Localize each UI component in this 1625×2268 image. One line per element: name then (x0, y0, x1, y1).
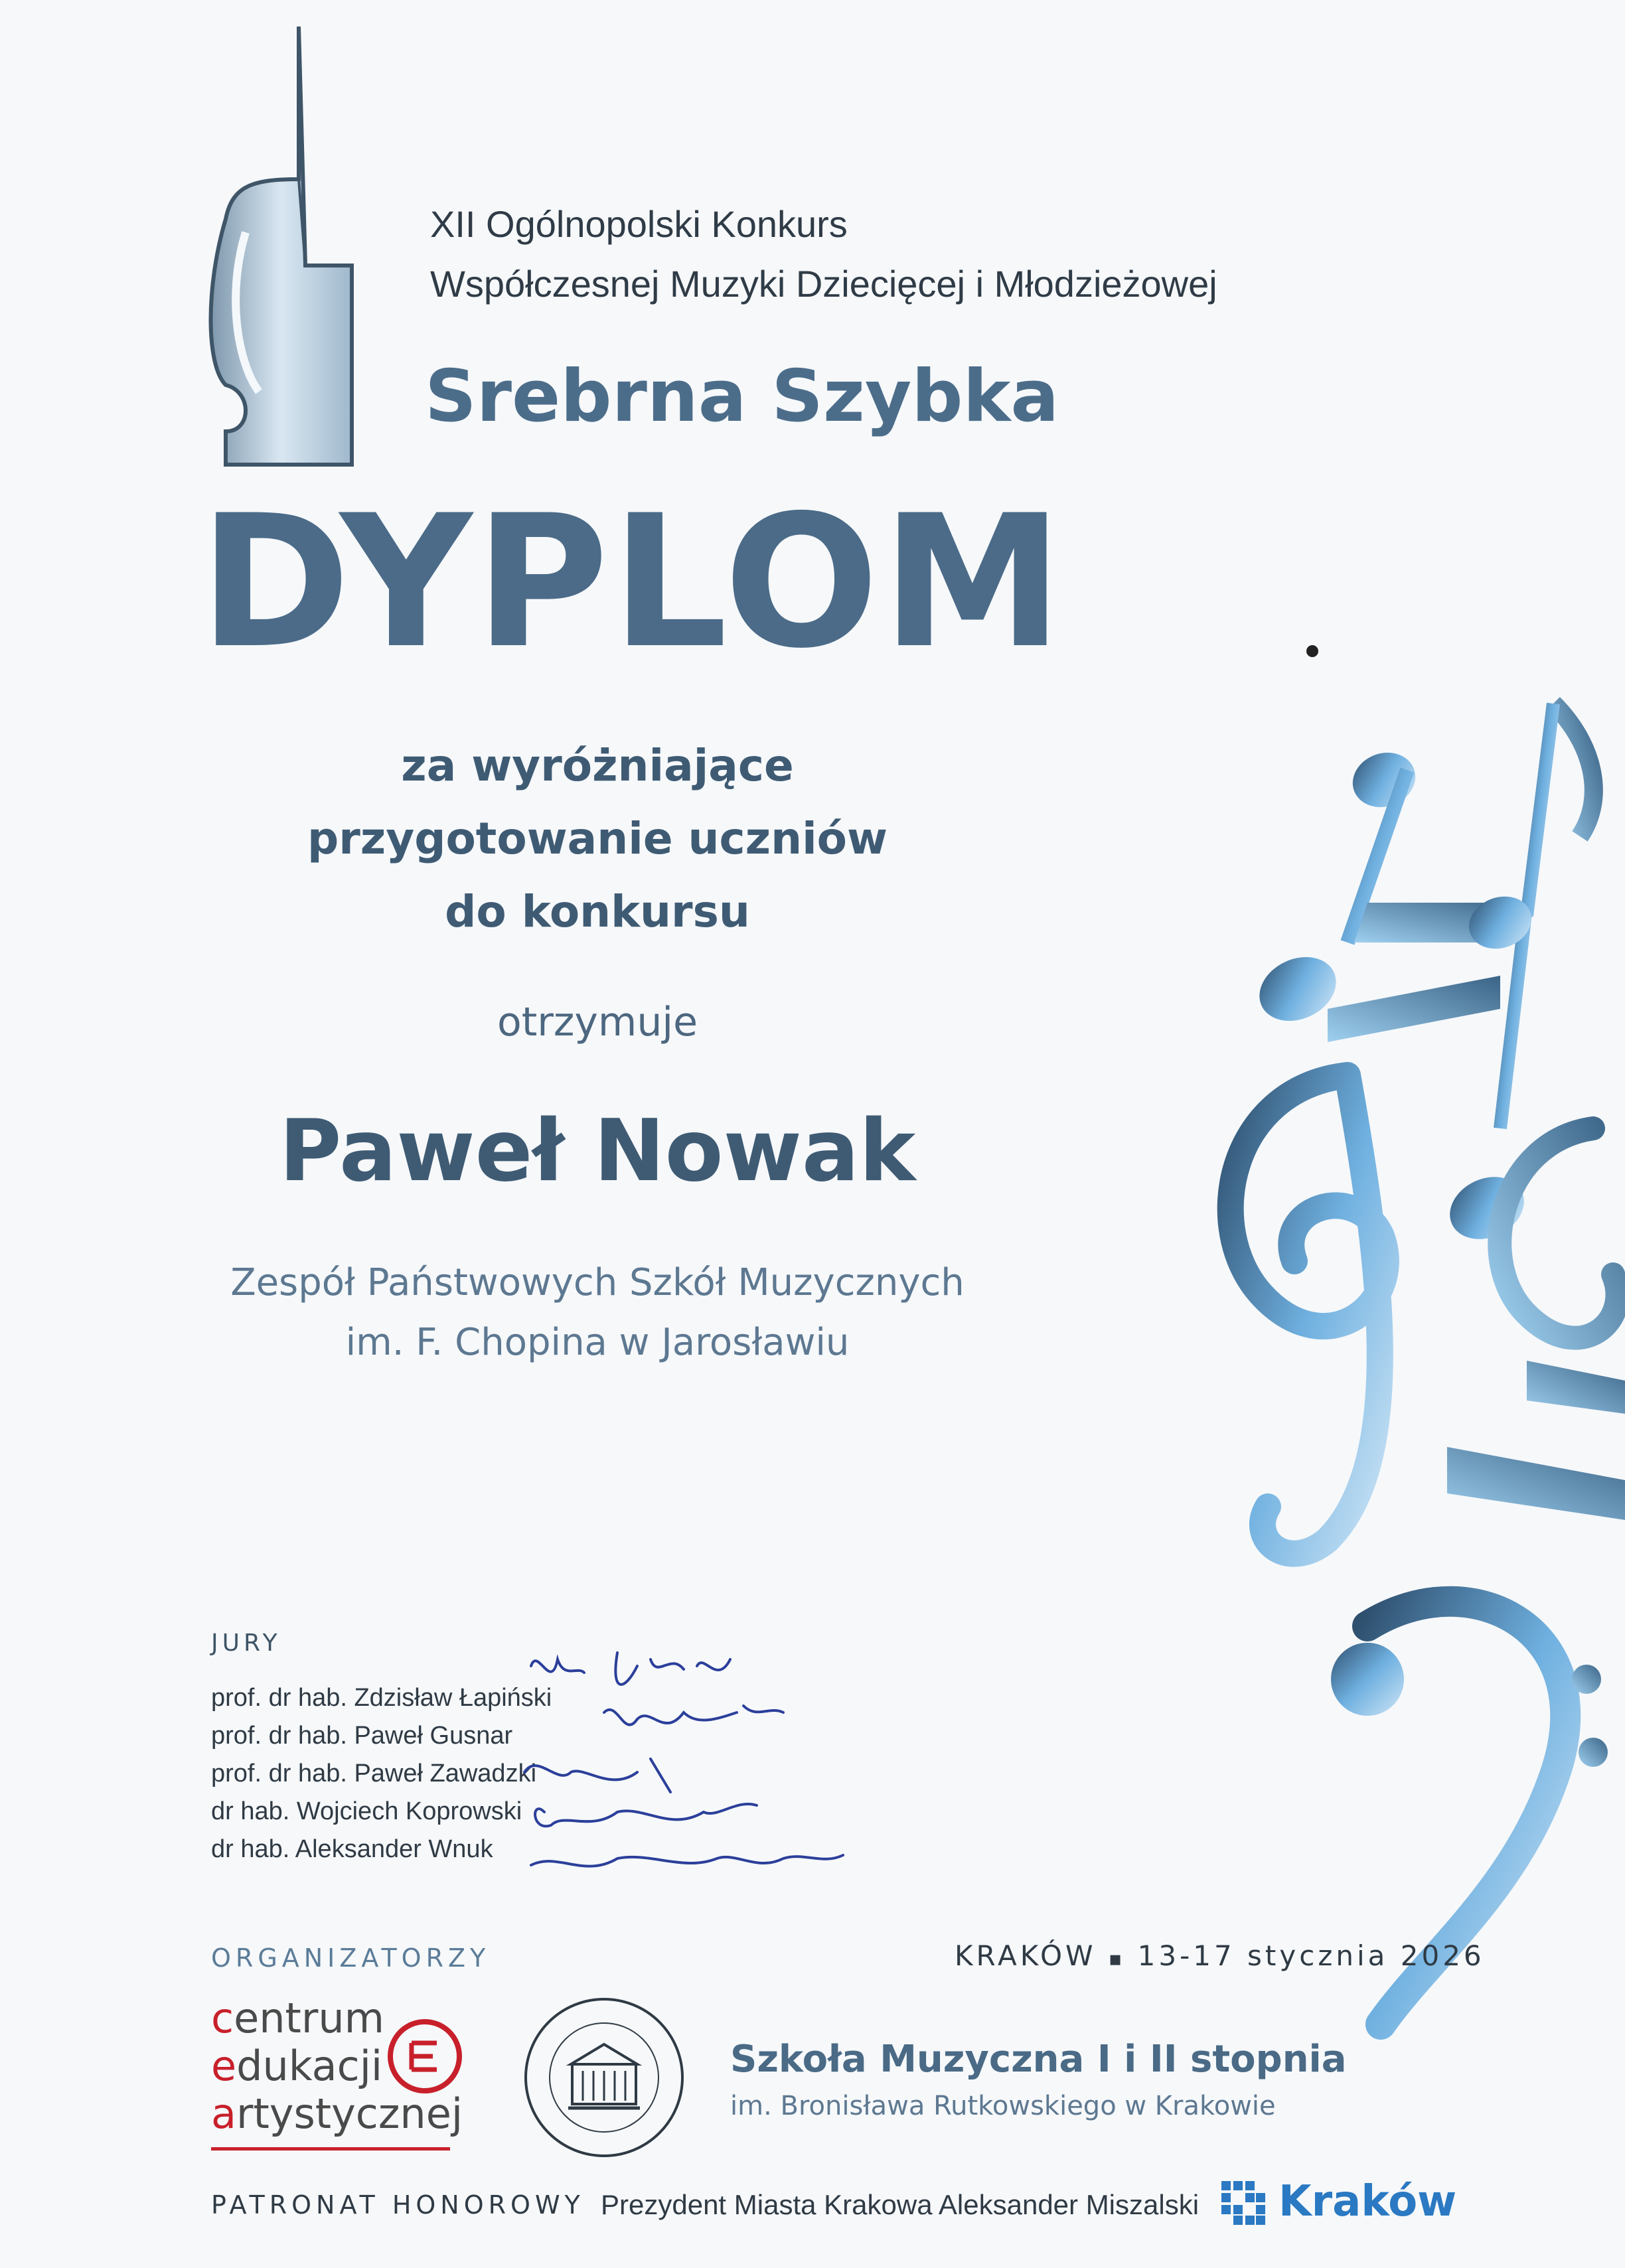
patron-name: Prezydent Miasta Krakowa Aleksander Miszalski (601, 2189, 1199, 2220)
organizer-school-subtitle: im. Bronisława Rutkowskiego w Krakowie (730, 2091, 1276, 2121)
krakow-grid-icon (1221, 2181, 1265, 2225)
cea-logo (211, 1994, 477, 2144)
patronage-heading: PATRONAT HONOROWY (211, 2190, 585, 2220)
cea-mark-icon (385, 2016, 465, 2096)
reason-line-2: przygotowanie uczniów (307, 813, 888, 864)
organizers-heading: ORGANIZATORZY (211, 1943, 491, 1973)
jury-member: prof. dr hab. Paweł Gusnar (211, 1722, 513, 1750)
jury-member: prof. dr hab. Paweł Zawadzki (211, 1760, 537, 1787)
jury-list (211, 1679, 552, 1868)
organizer-school-name: Szkoła Muzyczna I i II stopnia (730, 2038, 1347, 2081)
contest-name: Srebrna Szybka (425, 355, 1059, 438)
recipient-school-line-2: im. F. Chopina w Jarosławiu (345, 1321, 850, 1364)
event-city: KRAKÓW (955, 1939, 1097, 1972)
reason-line-1: za wyróżniające (401, 740, 794, 791)
jury-member: dr hab. Aleksander Wnuk (211, 1835, 493, 1863)
date-separator: ▪ (1108, 1947, 1126, 1971)
contest-title-line1: XII Ogólnopolski Konkurs (430, 203, 848, 245)
recipient-name: Paweł Nowak (279, 1102, 916, 1201)
ink-dot (1306, 645, 1318, 657)
cea-underline (211, 2147, 450, 2151)
contest-title-line2: Współczesnej Muzyki Dziecięcej i Młodzieżowej (430, 263, 1217, 305)
event-place-date (955, 1939, 1485, 1972)
diploma-title: DYPLOM (199, 476, 1066, 688)
krakow-logo-text: Kraków (1278, 2177, 1457, 2226)
jury-member: dr hab. Wojciech Koprowski (211, 1797, 522, 1825)
cea-line-2: edukacji (211, 2042, 383, 2090)
event-dates: 13-17 stycznia 2026 (1137, 1939, 1485, 1972)
jury-signatures (518, 1639, 890, 1905)
cea-line-1: centrum (211, 1994, 385, 2042)
jury-heading: JURY (211, 1629, 281, 1657)
jury-member: prof. dr hab. Zdzisław Łapiński (211, 1684, 552, 1712)
recipient-school-line-1: Zespół Państwowych Szkół Muzycznych (230, 1261, 965, 1304)
reason-line-3: do konkursu (445, 886, 750, 937)
receives-label: otrzymuje (497, 999, 698, 1045)
music-notes-decoration (1128, 664, 1625, 2058)
school-seal (518, 1991, 690, 2164)
cea-line-3: artystycznej (211, 2089, 463, 2138)
violin-logo (199, 20, 372, 485)
